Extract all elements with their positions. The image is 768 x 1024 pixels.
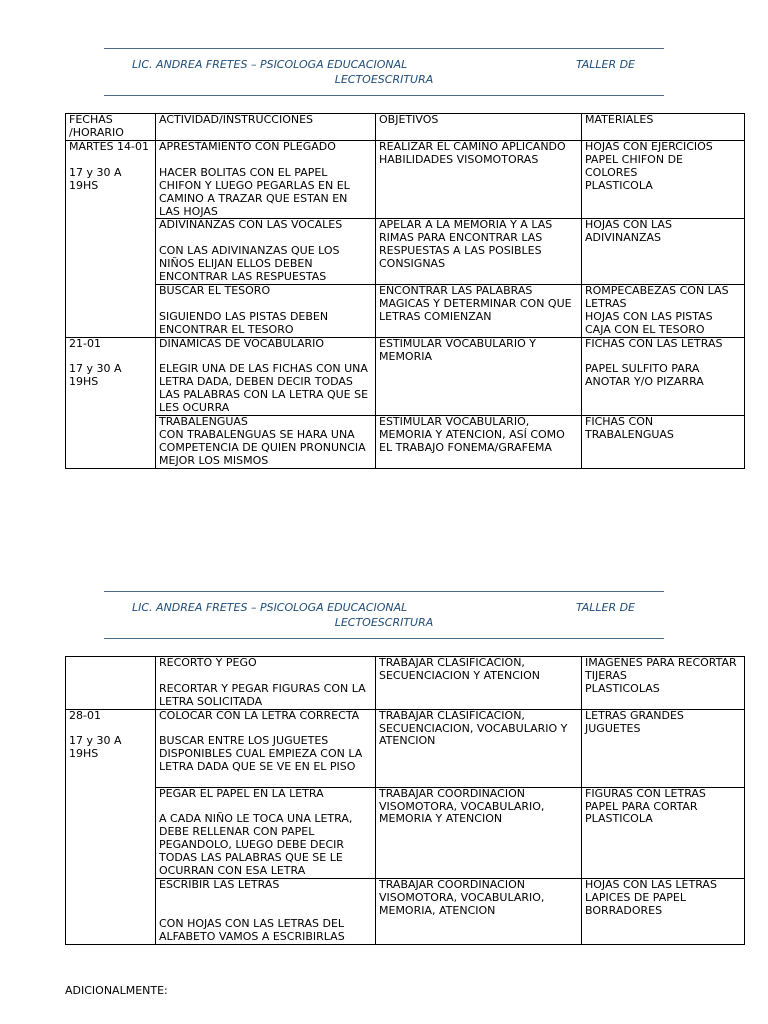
cell-text-line: 17 y 30 A bbox=[69, 362, 122, 376]
schedule-table-1 bbox=[65, 113, 745, 469]
table-row bbox=[66, 416, 745, 469]
cell-text-line: RECORTAR Y PEGAR FIGURAS CON LA bbox=[159, 681, 366, 695]
activity-cell bbox=[156, 337, 376, 415]
cell-text-line: ROMPECABEZAS CON LAS bbox=[585, 284, 729, 297]
header-author: LIC. ANDREA FRETES – PSICOLOGA EDUCACIONAL bbox=[132, 58, 408, 71]
cell-text-line: MEMORIA Y ATENCION bbox=[379, 812, 503, 826]
cell-text-line: TODAS LAS PALABRAS QUE SE LE bbox=[159, 851, 343, 865]
cell-text-line: LAS HOJAS bbox=[159, 204, 218, 218]
cell-text-line: TRABALENGUAS bbox=[585, 427, 674, 441]
cell-text-line: RESPUESTAS A LAS POSIBLES bbox=[379, 244, 542, 258]
cell-text-line: FIGURAS CON LETRAS bbox=[585, 787, 706, 800]
table-row bbox=[66, 141, 745, 219]
cell-text-line: LAPICES DE PAPEL bbox=[585, 890, 686, 904]
cell-text-line bbox=[159, 892, 372, 905]
cell-text-line: LETRAS GRANDES bbox=[585, 709, 684, 722]
table-header-row bbox=[66, 114, 745, 141]
cell-text-line: ESCRIBIR LAS LETRAS bbox=[159, 878, 280, 891]
cell-text-line: SIGUIENDO LAS PISTAS DEBEN bbox=[159, 309, 329, 323]
cell-text-line: APELAR A LA MEMORIA Y A LAS bbox=[379, 218, 553, 232]
header-title-part1: TALLER DE bbox=[576, 58, 636, 71]
header-line-1 bbox=[104, 57, 664, 72]
cell-text-line: REALIZAR EL CAMINO APLICANDO bbox=[379, 140, 566, 153]
cell-text-line: VISOMOTORA, VOCABULARIO, bbox=[379, 890, 545, 904]
cell-text-line: NIÑOS ELIJAN ELLOS DEBEN bbox=[159, 257, 313, 271]
cell-text-line: TRABAJAR COORDINACION bbox=[379, 787, 525, 800]
cell-text-line: CHIFON Y LUEGO PEGARLAS EN EL bbox=[159, 178, 350, 192]
date-cell bbox=[66, 709, 156, 944]
cell-text-line: FICHAS CON bbox=[585, 415, 654, 429]
objectives-cell bbox=[376, 337, 582, 415]
objectives-cell bbox=[376, 657, 582, 710]
table-row bbox=[66, 337, 745, 415]
cell-text-line: BORRADORES bbox=[585, 903, 663, 917]
activity-cell bbox=[156, 787, 376, 878]
cell-text-line: ENCONTRAR LAS PALABRAS bbox=[379, 284, 533, 297]
cell-text-line: 17 y 30 A bbox=[69, 165, 122, 179]
cell-text-line: LETRAS bbox=[585, 296, 627, 310]
cell-text-line: 28-01 bbox=[69, 709, 101, 722]
cell-text-line: CONSIGNAS bbox=[379, 257, 446, 271]
cell-text-line: RECORTO Y PEGO bbox=[159, 656, 257, 669]
objectives-cell bbox=[376, 878, 582, 944]
cell-text-line: HOJAS CON LAS PISTAS bbox=[585, 309, 713, 323]
activity-cell bbox=[156, 219, 376, 285]
objectives-cell bbox=[376, 141, 582, 219]
schedule-table-2 bbox=[65, 656, 745, 945]
page-header-2 bbox=[104, 591, 664, 639]
cell-text-line: FICHAS CON LAS LETRAS bbox=[585, 337, 723, 350]
cell-text-line: LETRAS COMIENZAN bbox=[379, 309, 492, 323]
cell-text-line: A CADA NIÑO LE TOCA UNA LETRA, bbox=[159, 812, 353, 826]
materials-cell bbox=[582, 219, 745, 285]
cell-text-line: ENCONTRAR EL TESORO bbox=[159, 322, 294, 336]
objectives-cell bbox=[376, 416, 582, 469]
cell-text-line: COMPETENCIA DE QUIEN PRONUNCIA bbox=[159, 440, 366, 454]
materials-cell bbox=[582, 284, 745, 337]
cell-text-line: PAPEL PARA CORTAR bbox=[585, 799, 698, 813]
header-rule-top bbox=[104, 48, 664, 49]
cell-text-line: HOJAS CON LAS bbox=[585, 218, 672, 232]
cell-text-line: CON HOJAS CON LAS LETRAS DEL bbox=[159, 916, 345, 930]
cell-text-line: DINAMICAS DE VOCABULARIO bbox=[159, 337, 325, 350]
cell-text-line: JUGUETES bbox=[585, 721, 641, 735]
column-header: FECHAS /HORARIO bbox=[66, 114, 156, 141]
cell-text-line bbox=[159, 298, 372, 311]
cell-text-line: APRESTAMIENTO CON PLEGADO bbox=[159, 140, 336, 153]
date-cell bbox=[66, 657, 156, 710]
activity-cell bbox=[156, 657, 376, 710]
cell-text-line: DISPONIBLES CUAL EMPIEZA CON LA bbox=[159, 747, 363, 761]
materials-cell bbox=[582, 657, 745, 710]
cell-text-line: TIJERAS bbox=[585, 668, 627, 682]
table-row bbox=[66, 878, 745, 944]
cell-text-line: BUSCAR EL TESORO bbox=[159, 284, 271, 297]
column-header: OBJETIVOS bbox=[376, 114, 582, 141]
cell-text-line: TRABAJAR CLASIFICACION, bbox=[379, 709, 525, 722]
cell-text-line: PEGAR EL PAPEL EN LA LETRA bbox=[159, 787, 324, 800]
cell-text-line: HABILIDADES VISOMOTORAS bbox=[379, 152, 539, 166]
footer-note: ADICIONALMENTE: bbox=[65, 984, 168, 997]
cell-text-line: MARTES 14-01 bbox=[69, 140, 149, 153]
header-author: LIC. ANDREA FRETES – PSICOLOGA EDUCACIONAL bbox=[132, 601, 408, 614]
cell-text-line: 21-01 bbox=[69, 337, 101, 350]
cell-text-line: LETRA DADA, DEBEN DECIR TODAS bbox=[159, 375, 353, 389]
header-title-part1: TALLER DE bbox=[576, 601, 636, 614]
cell-text-line: OCURRAN CON ESA LETRA bbox=[159, 864, 306, 878]
cell-text-line: PLASTICOLAS bbox=[585, 681, 660, 695]
materials-cell bbox=[582, 709, 745, 787]
cell-text-line: PLASTICOLA bbox=[585, 812, 653, 826]
page-header-1 bbox=[104, 48, 664, 96]
date-cell bbox=[66, 337, 156, 468]
activity-cell bbox=[156, 284, 376, 337]
cell-text-line: 19HS bbox=[69, 747, 99, 761]
materials-cell bbox=[582, 787, 745, 878]
table-row bbox=[66, 284, 745, 337]
cell-text-line: TRABALENGUAS bbox=[159, 415, 248, 429]
objectives-cell bbox=[376, 284, 582, 337]
cell-text-line: PAPEL CHIFON DE bbox=[585, 152, 683, 166]
activity-cell bbox=[156, 878, 376, 944]
cell-text-line: COLOCAR CON LA LETRA CORRECTA bbox=[159, 709, 360, 722]
table-row bbox=[66, 657, 745, 710]
cell-text-line: LAS PALABRAS CON LA LETRA QUE SE bbox=[159, 388, 369, 402]
cell-text-line: PLASTICOLA bbox=[585, 178, 653, 192]
cell-text-line: EL TRABAJO FONEMA/GRAFEMA bbox=[379, 440, 552, 454]
date-cell bbox=[66, 141, 156, 338]
header-title-part2: LECTOESCRITURA bbox=[334, 73, 434, 86]
cell-text-line: IMAGENES PARA RECORTAR bbox=[585, 656, 737, 669]
activity-cell bbox=[156, 416, 376, 469]
materials-cell bbox=[582, 878, 745, 944]
cell-text-line: ANOTAR Y/O PIZARRA bbox=[585, 375, 704, 389]
cell-text-line: PEGANDOLO, LUEGO DEBE DECIR bbox=[159, 838, 345, 852]
cell-text-line: ESTIMULAR VOCABULARIO Y bbox=[379, 337, 536, 350]
cell-text-line: LES OCURRA bbox=[159, 401, 230, 415]
cell-text-line: CON LAS ADIVINANZAS QUE LOS bbox=[159, 244, 340, 258]
cell-text-line: SECUENCIACION, VOCABULARIO Y bbox=[379, 721, 568, 735]
header-line-1 bbox=[104, 600, 664, 615]
cell-text-line: MAGICAS Y DETERMINAR CON QUE bbox=[379, 296, 572, 310]
objectives-cell bbox=[376, 219, 582, 285]
cell-text-line: ELEGIR UNA DE LAS FICHAS CON UNA bbox=[159, 362, 368, 376]
cell-text-line: BUSCAR ENTRE LOS JUGUETES bbox=[159, 734, 329, 748]
table-row bbox=[66, 219, 745, 285]
header-rule-top bbox=[104, 591, 664, 592]
activity-cell bbox=[156, 709, 376, 787]
cell-text-line: MEMORIA bbox=[379, 349, 433, 363]
cell-text-line: LETRA SOLICITADA bbox=[159, 694, 263, 708]
cell-text-line: COLORES bbox=[585, 165, 638, 179]
cell-text-line: LETRA DADA QUE SE VE EN EL PISO bbox=[159, 760, 356, 774]
cell-text-line bbox=[159, 670, 372, 683]
cell-text-line: VISOMOTORA, VOCABULARIO, bbox=[379, 799, 545, 813]
cell-text-line: SECUENCIACION Y ATENCION bbox=[379, 668, 541, 682]
cell-text-line: HOJAS CON LAS LETRAS bbox=[585, 878, 717, 891]
cell-text-line: 19HS bbox=[69, 178, 99, 192]
header-title-part2: LECTOESCRITURA bbox=[334, 616, 434, 629]
cell-text-line: CAJA CON EL TESORO bbox=[585, 322, 705, 336]
column-header: MATERIALES bbox=[582, 114, 745, 141]
cell-text-line: ATENCION bbox=[379, 734, 436, 748]
table-row bbox=[66, 709, 745, 787]
objectives-cell bbox=[376, 709, 582, 787]
objectives-cell bbox=[376, 787, 582, 878]
table-row bbox=[66, 787, 745, 878]
materials-cell bbox=[582, 416, 745, 469]
cell-text-line: ESTIMULAR VOCABULARIO, bbox=[379, 415, 530, 429]
cell-text-line: ADIVINANZAS CON LAS VOCALES bbox=[159, 218, 343, 232]
cell-text-line: 19HS bbox=[69, 375, 99, 389]
cell-text-line: HOJAS CON EJERCICIOS bbox=[585, 140, 713, 153]
cell-text-line: TRABAJAR COORDINACION bbox=[379, 878, 525, 891]
cell-text-line: TRABAJAR CLASIFICACION, bbox=[379, 656, 525, 669]
materials-cell bbox=[582, 141, 745, 219]
cell-text-line bbox=[159, 905, 372, 918]
cell-text-line: MEJOR LOS MISMOS bbox=[159, 453, 269, 467]
cell-text-line: MEMORIA, ATENCION bbox=[379, 903, 496, 917]
cell-text-line: CAMINO A TRAZAR QUE ESTAN EN bbox=[159, 191, 348, 205]
header-rule-bottom bbox=[104, 95, 664, 96]
cell-text-line: MEMORIA Y ATENCION, ASÍ COMO bbox=[379, 427, 565, 441]
cell-text-line bbox=[69, 154, 152, 167]
column-header: ACTIVIDAD/INSTRUCCIONES bbox=[156, 114, 376, 141]
cell-text-line: CON TRABALENGUAS SE HARA UNA bbox=[159, 427, 355, 441]
cell-text-line: PAPEL SULFITO PARA bbox=[585, 362, 700, 376]
cell-text-line bbox=[159, 154, 372, 167]
cell-text-line: 17 y 30 A bbox=[69, 734, 122, 748]
cell-text-line: ALFABETO VAMOS A ESCRIBIRLAS bbox=[159, 929, 345, 943]
materials-cell bbox=[582, 337, 745, 415]
cell-text-line: DEBE RELLENAR CON PAPEL bbox=[159, 825, 315, 839]
header-rule-bottom bbox=[104, 638, 664, 639]
cell-text-line: RIMAS PARA ENCONTRAR LAS bbox=[379, 231, 543, 245]
cell-text-line: ENCONTRAR LAS RESPUESTAS bbox=[159, 270, 327, 284]
activity-cell bbox=[156, 141, 376, 219]
cell-text-line: HACER BOLITAS CON EL PAPEL bbox=[159, 165, 328, 179]
cell-text-line: ADIVINANZAS bbox=[585, 231, 662, 245]
